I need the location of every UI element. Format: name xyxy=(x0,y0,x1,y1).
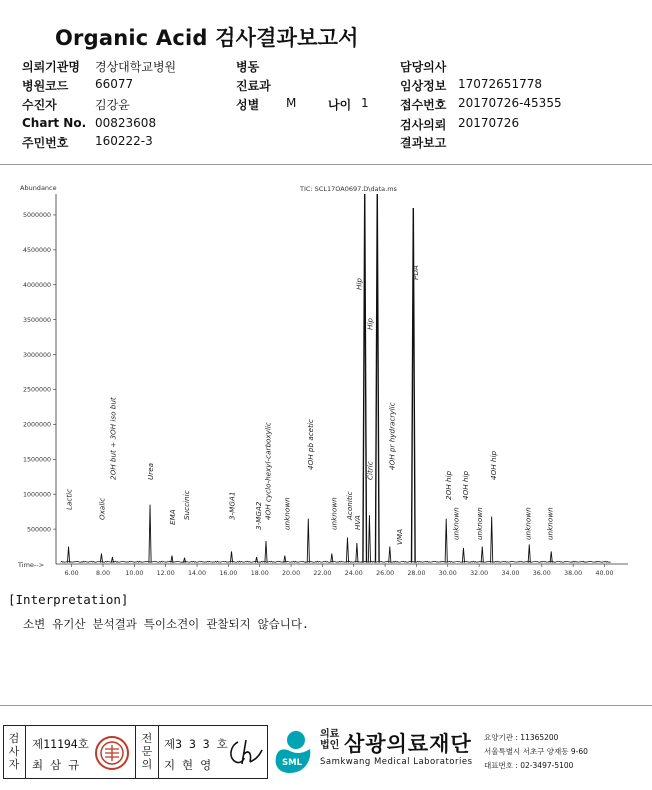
peak-0 xyxy=(67,547,69,563)
label-patient-name: 수진자 xyxy=(22,98,57,112)
x-tick-label: 32.00 xyxy=(470,570,489,577)
label-receipt-no: 접수번호 xyxy=(400,98,447,112)
peak-17 xyxy=(389,547,391,563)
inspector-seal-icon xyxy=(94,735,130,771)
annotation-3: Urea xyxy=(146,462,156,480)
value-chart-no: 00823608 xyxy=(95,116,157,130)
chart-axes xyxy=(17,184,628,577)
annotation-18: VMA xyxy=(395,528,405,545)
x-tick-label: 38.00 xyxy=(564,570,583,577)
x-tick-label: 12.00 xyxy=(156,570,175,577)
peak-18 xyxy=(412,208,416,563)
annotation-17: 4OH pr hydracrylic xyxy=(387,402,397,470)
value-clinical-info: 17072651778 xyxy=(458,77,542,91)
y-tick-label: 1500000 xyxy=(22,456,51,464)
org-code: 요양기관 : 11365200 xyxy=(484,733,559,742)
logo-text: SML xyxy=(282,758,302,768)
chromatogram-chart xyxy=(0,180,652,580)
reviewer-label-cell xyxy=(135,726,159,778)
peak-11 xyxy=(331,554,333,563)
organization-logo xyxy=(272,725,652,780)
label-attending-doctor: 담당의사 xyxy=(400,60,447,74)
report-title: Organic Acid 검사결과보고서 xyxy=(55,26,359,50)
y-tick-label: 5000000 xyxy=(22,212,51,220)
x-tick-label: 18.00 xyxy=(250,570,269,577)
interpretation-heading: [Interpretation] xyxy=(8,592,129,607)
x-tick-label: 14.00 xyxy=(188,570,207,577)
annotation-12: Aconitic xyxy=(345,491,355,520)
annotation-23: unknown xyxy=(475,507,485,540)
peak-22 xyxy=(491,517,493,563)
value-test-request: 20170726 xyxy=(458,116,520,130)
x-tick-label: 10.00 xyxy=(125,570,144,577)
peak-21 xyxy=(481,547,483,563)
value-age: 1 xyxy=(361,96,369,110)
annotation-6: 3-MGA1 xyxy=(227,491,237,520)
x-tick-label: 34.00 xyxy=(501,570,520,577)
inspector-label: 검사자 xyxy=(8,732,20,771)
annotation-1: Oxalic xyxy=(97,497,107,520)
label-ward: 병동 xyxy=(236,60,260,74)
x-tick-label: 36.00 xyxy=(532,570,551,577)
y-tick-label: 4500000 xyxy=(22,247,51,255)
annotation-10: 4OH pb acetic xyxy=(305,419,315,470)
value-patient-name: 김강윤 xyxy=(95,98,130,112)
y-tick-label: 500000 xyxy=(26,526,51,534)
label-age: 나이 xyxy=(328,98,352,112)
org-address: 서울특별시 서초구 양재동 9-60 xyxy=(484,747,588,756)
inspector-license-no: 제11194호 xyxy=(32,737,89,751)
peak-6 xyxy=(230,551,232,562)
chart-title: TIC: SCL17OA0697.D\data.ms xyxy=(300,185,397,193)
annotation-2: 2OH but + 3OH iso but xyxy=(108,397,118,480)
x-tick-label: 26.00 xyxy=(376,570,395,577)
annotation-19: PDA xyxy=(410,265,420,280)
label-resident-no: 주민번호 xyxy=(22,136,69,150)
separator-line-bottom xyxy=(0,705,652,706)
value-hospital-code: 66077 xyxy=(95,77,134,91)
annotation-16: Citric xyxy=(365,461,375,480)
annotation-20: 2OH hip xyxy=(443,470,453,500)
annotation-4: EMA xyxy=(167,509,177,525)
x-tick-label: 30.00 xyxy=(438,570,457,577)
annotation-11: unknown xyxy=(329,497,339,530)
peak-1 xyxy=(100,554,102,563)
annotation-15: Hip xyxy=(365,318,375,330)
peak-10 xyxy=(307,519,309,563)
peak-13 xyxy=(356,543,358,563)
sml-logo-icon xyxy=(272,727,316,777)
separator-line xyxy=(0,164,652,165)
peak-15 xyxy=(375,194,379,563)
y-tick-label: 3000000 xyxy=(22,351,51,359)
annotation-8: 4OH cyclo-hexyl-carboxylic xyxy=(263,422,273,520)
interpretation-text: 소변 유기산 분석결과 특이소견이 관찰되지 않습니다. xyxy=(23,617,309,631)
annotation-0: Lactic xyxy=(64,488,74,510)
peak-19 xyxy=(445,519,447,563)
x-tick-label: 20.00 xyxy=(282,570,301,577)
reviewer-name: 지 현 영 xyxy=(164,758,212,772)
peak-14 xyxy=(363,194,367,563)
peak-23 xyxy=(528,544,530,562)
reviewer-license-no: 제3 3 3 호 xyxy=(164,737,228,751)
org-phone: 대표번호 : 02-3497-5100 xyxy=(484,761,574,770)
value-sex: M xyxy=(286,96,297,110)
inspector-label-cell xyxy=(4,726,26,778)
x-tick-label: 40.00 xyxy=(595,570,614,577)
peak-8 xyxy=(265,541,267,563)
value-receipt-no: 20170726-45355 xyxy=(458,96,562,110)
y-tick-label: 3500000 xyxy=(22,316,51,324)
annotation-24: 4OH hip xyxy=(489,450,499,480)
peak-3 xyxy=(149,505,151,563)
org-english-name: Samkwang Medical Laboratories xyxy=(320,757,473,767)
label-test-request: 검사의뢰 xyxy=(400,118,447,132)
peak-16 xyxy=(368,515,370,562)
label-chart-no: Chart No. xyxy=(22,116,87,130)
inspector-name: 최 삼 규 xyxy=(32,758,80,772)
annotation-9: unknown xyxy=(282,497,292,530)
annotation-25: unknown xyxy=(523,507,533,540)
y-tick-label: 2500000 xyxy=(22,386,51,394)
annotation-7: 3-MGA2 xyxy=(254,501,264,530)
peak-12 xyxy=(346,537,348,562)
label-department: 진료과 xyxy=(236,79,271,93)
annotation-22: 4OH hip xyxy=(461,470,471,500)
annotation-21: unknown xyxy=(451,507,461,540)
peak-20 xyxy=(462,548,464,563)
org-name: 삼광의료재단 xyxy=(344,732,472,756)
label-requesting-institution: 의뢰기관명 xyxy=(22,60,80,74)
org-prefix: 의료법인 xyxy=(320,729,340,751)
patient-info xyxy=(0,0,652,160)
y-tick-label: 2000000 xyxy=(22,421,51,429)
y-tick-label: 4000000 xyxy=(22,281,51,289)
y-tick-label: 1000000 xyxy=(22,491,51,499)
annotation-5: Succinic xyxy=(182,490,192,520)
value-requesting-institution: 경상대학교병원 xyxy=(95,60,177,74)
label-sex: 성별 xyxy=(236,98,260,112)
chart-annotations xyxy=(65,265,555,545)
x-tick-label: 28.00 xyxy=(407,570,426,577)
x-tick-label: 22.00 xyxy=(313,570,332,577)
annotation-13: HVA xyxy=(352,515,362,530)
label-clinical-info: 임상정보 xyxy=(400,79,447,93)
value-resident-no: 160222-3 xyxy=(95,134,153,148)
y-axis-label: Abundance xyxy=(20,184,57,192)
x-tick-label: 8.00 xyxy=(95,570,111,577)
annotation-26: unknown xyxy=(545,507,555,540)
signature-box xyxy=(3,725,268,779)
label-result-report: 결과보고 xyxy=(400,136,447,150)
x-axis-label: Time--> xyxy=(18,561,45,569)
reviewer-label: 전문의 xyxy=(141,732,153,771)
x-tick-label: 6.00 xyxy=(64,570,79,577)
label-hospital-code: 병원코드 xyxy=(22,79,69,93)
x-tick-label: 24.00 xyxy=(344,570,363,577)
x-tick-label: 16.00 xyxy=(219,570,238,577)
reviewer-signature-icon xyxy=(226,736,266,770)
annotation-14: Hip xyxy=(354,278,364,290)
